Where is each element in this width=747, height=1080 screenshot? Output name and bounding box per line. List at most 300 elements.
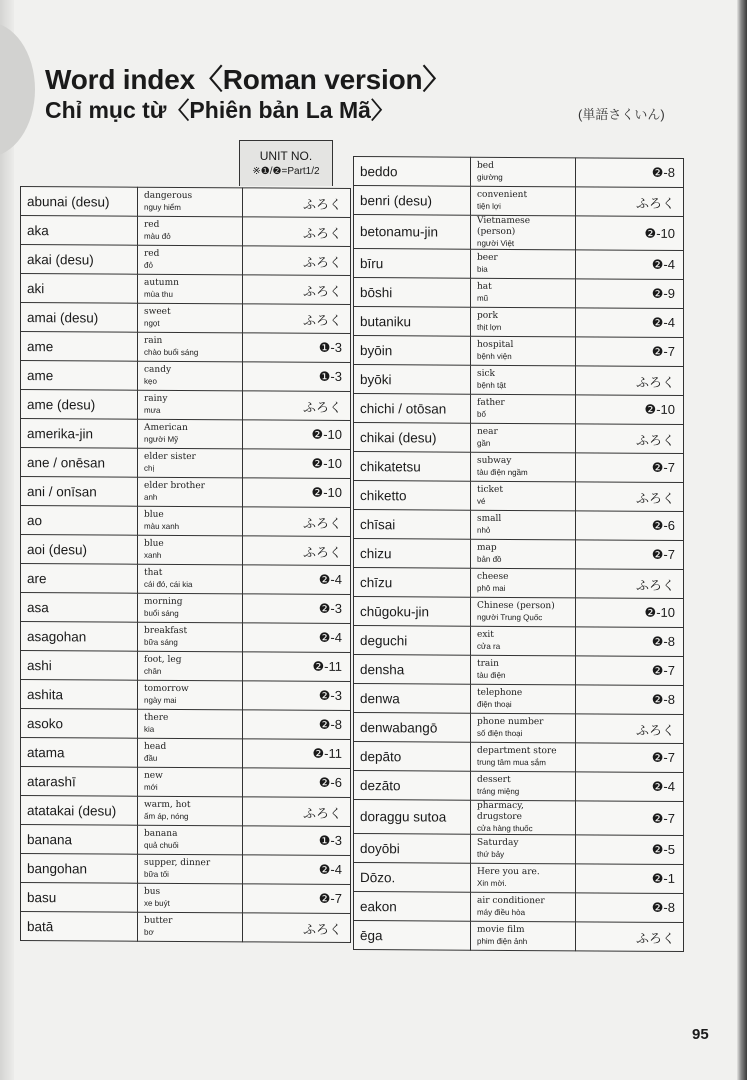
english-meaning: candy [144, 364, 172, 375]
unit-number: ❷-10 [576, 216, 684, 251]
romaji-term: bōshi [354, 278, 471, 308]
english-meaning: phone number [477, 716, 544, 728]
english-meaning: pharmacy, drugstore [477, 800, 524, 823]
romaji-term: byōki [354, 365, 471, 395]
vietnamese-meaning: người Việt [477, 238, 515, 248]
english-meaning: train [477, 658, 499, 669]
word-row [21, 912, 351, 943]
romaji-term: doyōbi [354, 834, 471, 864]
vietnamese-meaning: bơ [144, 927, 154, 937]
word-row [21, 680, 351, 711]
english-meaning: sick [477, 368, 495, 379]
meaning-cell [471, 452, 576, 482]
word-row [354, 892, 684, 923]
meaning-cell [138, 390, 243, 420]
unit-number: ❷-9 [576, 279, 684, 309]
word-row [21, 535, 351, 566]
meaning-cell [138, 361, 243, 391]
unit-number: ❷-7 [576, 743, 684, 773]
unit-number: ❷-8 [576, 685, 684, 715]
word-row [354, 742, 684, 773]
meaning-cell [138, 187, 243, 217]
unit-number: ❷-8 [243, 710, 351, 740]
english-meaning: small [477, 513, 502, 524]
meaning-cell [471, 597, 576, 627]
word-row [354, 655, 684, 686]
word-row [354, 452, 684, 483]
word-row [354, 278, 684, 309]
unit-number: ふろく [243, 217, 351, 247]
unit-header-note: ※❶/❷=Part1/2 [252, 166, 320, 177]
english-meaning: supper, dinner [144, 857, 211, 869]
unit-number: ❷-1 [576, 864, 684, 894]
romaji-term: denwabangō [354, 713, 471, 743]
vietnamese-meaning: điện thoại [477, 699, 512, 709]
romaji-term: chichi / otōsan [354, 394, 471, 424]
page-right-edge [737, 0, 747, 1080]
english-meaning: warm, hot [144, 799, 191, 811]
vietnamese-meaning: mùa thu [144, 289, 173, 299]
vietnamese-meaning: đầu [144, 753, 158, 763]
romaji-term: atama [21, 738, 138, 768]
unit-number: ❷-10 [243, 420, 351, 450]
romaji-term: deguchi [354, 626, 471, 656]
meaning-cell [471, 481, 576, 511]
unit-number: ふろく [576, 922, 684, 952]
unit-number: ふろく [243, 246, 351, 276]
english-meaning: exit [477, 629, 494, 640]
romaji-term: aka [21, 216, 138, 246]
romaji-term: betonamu-jin [354, 215, 471, 250]
unit-number: ❶-3 [243, 362, 351, 392]
meaning-cell [471, 863, 576, 893]
word-row [21, 448, 351, 479]
unit-number: ❷-6 [576, 511, 684, 541]
vietnamese-meaning: tàu điện [477, 670, 506, 680]
english-meaning: pork [477, 310, 498, 321]
word-row [21, 477, 351, 508]
word-row [354, 539, 684, 570]
meaning-cell [471, 539, 576, 569]
word-row [21, 854, 351, 885]
word-row [21, 651, 351, 682]
word-row [354, 510, 684, 541]
english-meaning: telephone [477, 687, 523, 699]
romaji-term: asagohan [21, 622, 138, 652]
english-meaning: near [477, 426, 498, 437]
meaning-cell [471, 423, 576, 453]
vietnamese-meaning: ngày mai [144, 695, 177, 705]
vietnamese-meaning: mưa [144, 405, 161, 415]
unit-number: ❷-5 [576, 835, 684, 865]
unit-number: ❷-4 [576, 250, 684, 280]
unit-number: ❶-3 [243, 826, 351, 856]
unit-number: ❷-4 [576, 308, 684, 338]
english-meaning: Chinese (person) [477, 600, 555, 612]
meaning-cell [138, 709, 243, 739]
word-row [354, 597, 684, 628]
meaning-cell [471, 394, 576, 424]
english-meaning: father [477, 397, 505, 408]
english-meaning: that [144, 567, 163, 578]
romaji-term: ame [21, 361, 138, 391]
meaning-cell [471, 892, 576, 922]
vietnamese-meaning: chân [144, 666, 162, 676]
vietnamese-meaning: nguy hiểm [144, 202, 181, 212]
unit-number: ふろく [243, 275, 351, 305]
vietnamese-meaning: mũ [477, 293, 489, 303]
romaji-term: are [21, 564, 138, 594]
vietnamese-meaning: gần [477, 438, 491, 448]
meaning-cell [471, 713, 576, 743]
english-meaning: blue [144, 509, 164, 520]
meaning-cell [471, 655, 576, 685]
word-row [354, 834, 684, 865]
english-meaning: American [144, 422, 188, 434]
vietnamese-meaning: kẹo [144, 376, 157, 386]
word-row [21, 303, 351, 334]
english-meaning: elder sister [144, 451, 196, 463]
meaning-cell [138, 506, 243, 536]
romaji-term: atatakai (desu) [21, 796, 138, 826]
meaning-cell [471, 684, 576, 714]
vietnamese-meaning: tàu điện ngầm [477, 467, 528, 478]
meaning-cell [138, 883, 243, 913]
page-number: 95 [692, 1026, 709, 1043]
meaning-cell [471, 307, 576, 337]
meaning-cell [138, 593, 243, 623]
vietnamese-meaning: quả chuối [144, 840, 179, 850]
meaning-cell [471, 186, 576, 216]
english-meaning: hospital [477, 339, 514, 350]
word-row [21, 796, 351, 827]
meaning-cell [471, 249, 576, 279]
english-meaning: beer [477, 252, 498, 263]
meaning-cell [471, 568, 576, 598]
english-meaning: convenient [477, 189, 528, 201]
word-row [354, 713, 684, 744]
vietnamese-meaning: thứ bảy [477, 849, 505, 859]
word-row [21, 564, 351, 595]
word-row [21, 419, 351, 450]
word-row [21, 506, 351, 537]
word-row [354, 249, 684, 280]
word-table-left [20, 186, 351, 943]
meaning-cell [138, 477, 243, 507]
unit-number: ふろく [576, 714, 684, 744]
word-row [354, 186, 684, 217]
word-row [354, 307, 684, 338]
vietnamese-meaning: cửa ra [477, 641, 501, 651]
unit-number: ❷-7 [576, 801, 684, 836]
word-row [21, 390, 351, 421]
vietnamese-meaning: mới [144, 782, 158, 792]
english-meaning: autumn [144, 277, 179, 288]
vietnamese-meaning: cửa hàng thuốc [477, 823, 533, 834]
word-row [21, 245, 351, 276]
romaji-term: ame (desu) [21, 390, 138, 420]
english-meaning: breakfast [144, 625, 188, 637]
unit-number: ❷-4 [243, 623, 351, 653]
word-row [354, 423, 684, 454]
vietnamese-meaning: màu xanh [144, 521, 180, 531]
english-meaning: butter [144, 915, 173, 926]
title-japanese: (単語さくいん) [578, 107, 665, 122]
english-meaning: there [144, 712, 169, 723]
romaji-term: akai (desu) [21, 245, 138, 275]
romaji-term: chizu [354, 539, 471, 569]
unit-number: ❷-8 [576, 627, 684, 657]
unit-number: ふろく [243, 507, 351, 537]
english-meaning: Vietnamese (person) [477, 215, 531, 237]
meaning-cell [138, 912, 243, 942]
word-row [21, 332, 351, 363]
english-meaning: bed [477, 160, 494, 171]
romaji-term: chiketto [354, 481, 471, 511]
meaning-cell [138, 796, 243, 826]
english-meaning: ticket [477, 484, 503, 495]
unit-number: ふろく [243, 536, 351, 566]
meaning-cell [138, 245, 243, 275]
word-row [354, 365, 684, 396]
english-meaning: red [144, 248, 160, 259]
english-meaning: Saturday [477, 837, 519, 849]
vietnamese-meaning: bệnh viện [477, 351, 512, 361]
english-meaning: bus [144, 886, 161, 897]
vietnamese-meaning: đỏ [144, 260, 153, 270]
unit-number: ❷-11 [243, 739, 351, 769]
unit-number: ❷-7 [576, 540, 684, 570]
romaji-term: benri (desu) [354, 186, 471, 216]
page-left-edge [0, 0, 14, 1080]
unit-number-header [239, 140, 333, 186]
romaji-term: doraggu sutoa [354, 800, 471, 835]
word-row [354, 800, 684, 836]
word-row [21, 593, 351, 624]
romaji-term: eakon [354, 892, 471, 922]
unit-number: ❶-3 [243, 333, 351, 363]
romaji-term: ashi [21, 651, 138, 681]
unit-number: ❷-7 [243, 884, 351, 914]
unit-number: ❷-11 [243, 652, 351, 682]
unit-number: ❷-6 [243, 768, 351, 798]
title-english: Word index〈Roman version〉 [45, 64, 451, 95]
vietnamese-meaning: người Trung Quốc [477, 612, 543, 623]
unit-number: ❷-3 [243, 594, 351, 624]
vietnamese-meaning: màu đỏ [144, 231, 171, 241]
meaning-cell [138, 274, 243, 304]
romaji-term: ame [21, 332, 138, 362]
unit-number: ❷-10 [576, 598, 684, 628]
vietnamese-meaning: bữa sáng [144, 637, 178, 647]
romaji-term: chīzu [354, 568, 471, 598]
unit-number: ❷-4 [243, 855, 351, 885]
vietnamese-meaning: người Mỹ [144, 434, 179, 444]
meaning-cell [471, 921, 576, 951]
unit-number: ふろく [576, 366, 684, 396]
romaji-term: bīru [354, 249, 471, 279]
romaji-term: asa [21, 593, 138, 623]
unit-number: ふろく [576, 424, 684, 454]
vietnamese-meaning: Xin mời. [477, 878, 507, 888]
romaji-term: chīsai [354, 510, 471, 540]
word-row [21, 216, 351, 247]
english-meaning: air conditioner [477, 895, 545, 907]
meaning-cell [138, 448, 243, 478]
vietnamese-meaning: bản đồ [477, 554, 502, 564]
vietnamese-meaning: tiện lợi [477, 201, 501, 211]
unit-number: ❷-4 [576, 772, 684, 802]
word-row [354, 771, 684, 802]
english-meaning: hat [477, 281, 492, 292]
unit-number: ❷-7 [576, 656, 684, 686]
romaji-term: Dōzo. [354, 863, 471, 893]
meaning-cell [471, 365, 576, 395]
word-row [21, 825, 351, 856]
word-row [354, 215, 684, 251]
romaji-term: ani / onīsan [21, 477, 138, 507]
romaji-term: abunai (desu) [21, 187, 138, 217]
word-row [354, 336, 684, 367]
unit-number: ❷-10 [576, 395, 684, 425]
word-row [354, 626, 684, 657]
romaji-term: ashita [21, 680, 138, 710]
vietnamese-meaning: thịt lợn [477, 322, 502, 332]
meaning-cell [138, 767, 243, 797]
english-meaning: subway [477, 455, 512, 466]
romaji-term: byōin [354, 336, 471, 366]
english-meaning: new [144, 770, 163, 781]
romaji-term: densha [354, 655, 471, 685]
romaji-term: atarashī [21, 767, 138, 797]
romaji-term: aki [21, 274, 138, 304]
vietnamese-meaning: giường [477, 172, 503, 182]
vietnamese-meaning: ấm áp, nóng [144, 811, 189, 822]
romaji-term: bangohan [21, 854, 138, 884]
meaning-cell [138, 216, 243, 246]
romaji-term: butaniku [354, 307, 471, 337]
vietnamese-meaning: anh [144, 492, 158, 502]
unit-number: ふろく [243, 304, 351, 334]
english-meaning: dangerous [144, 190, 193, 202]
meaning-cell [471, 278, 576, 308]
unit-number: ❷-3 [243, 681, 351, 711]
unit-number: ふろく [243, 188, 351, 218]
meaning-cell [138, 332, 243, 362]
vietnamese-meaning: buổi sáng [144, 608, 179, 618]
english-meaning: dessert [477, 774, 511, 785]
meaning-cell [471, 742, 576, 772]
romaji-term: chikai (desu) [354, 423, 471, 453]
vietnamese-meaning: bia [477, 264, 488, 274]
vietnamese-meaning: số điện thoại [477, 728, 523, 739]
english-meaning: tomorrow [144, 683, 189, 695]
vietnamese-meaning: chào buổi sáng [144, 347, 199, 358]
unit-header-label: UNIT NO. [259, 149, 313, 163]
unit-number: ❷-10 [243, 449, 351, 479]
meaning-cell [138, 622, 243, 652]
english-meaning: cheese [477, 571, 509, 582]
unit-number: ❷-8 [576, 893, 684, 923]
romaji-term: batā [21, 912, 138, 942]
meaning-cell [138, 564, 243, 594]
romaji-term: ao [21, 506, 138, 536]
romaji-term: chūgoku-jin [354, 597, 471, 627]
meaning-cell [138, 854, 243, 884]
word-row [21, 361, 351, 392]
english-meaning: rainy [144, 393, 168, 404]
unit-number: ふろく [243, 913, 351, 943]
vietnamese-meaning: xe buýt [144, 898, 170, 908]
romaji-term: depāto [354, 742, 471, 772]
vietnamese-meaning: kia [144, 724, 155, 734]
vietnamese-meaning: vé [477, 496, 486, 506]
meaning-cell [138, 535, 243, 565]
unit-number: ふろく [243, 797, 351, 827]
english-meaning: department store [477, 745, 557, 757]
english-meaning: elder brother [144, 480, 205, 492]
meaning-cell [138, 825, 243, 855]
meaning-cell [471, 834, 576, 864]
title-vietnamese: Chỉ mục từ〈Phiên bản La Mã〉 [45, 97, 394, 123]
vietnamese-meaning: máy điều hòa [477, 907, 526, 918]
romaji-term: beddo [354, 157, 471, 187]
romaji-term: chikatetsu [354, 452, 471, 482]
meaning-cell [471, 215, 576, 250]
word-row [21, 738, 351, 769]
romaji-term: denwa [354, 684, 471, 714]
english-meaning: blue [144, 538, 164, 549]
romaji-term: asoko [21, 709, 138, 739]
word-row [354, 157, 684, 188]
vietnamese-meaning: bố [477, 409, 486, 419]
meaning-cell [471, 626, 576, 656]
word-row [354, 481, 684, 512]
vietnamese-meaning: tráng miệng [477, 786, 520, 797]
meaning-cell [138, 680, 243, 710]
vietnamese-meaning: phô mai [477, 583, 506, 593]
word-table-right [353, 156, 684, 952]
vietnamese-meaning: phim điện ảnh [477, 936, 528, 947]
word-row [354, 863, 684, 894]
unit-number: ふろく [576, 187, 684, 217]
english-meaning: sweet [144, 306, 171, 317]
vietnamese-meaning: nhỏ [477, 525, 491, 535]
english-meaning: Here you are. [477, 866, 540, 878]
romaji-term: ane / onēsan [21, 448, 138, 478]
meaning-cell [471, 800, 576, 835]
decorative-circle [0, 22, 35, 157]
english-meaning: rain [144, 335, 163, 346]
word-row [21, 187, 351, 218]
english-meaning: map [477, 542, 497, 553]
unit-number: ふろく [576, 482, 684, 512]
word-row [21, 767, 351, 798]
vietnamese-meaning: bệnh tật [477, 380, 506, 390]
english-meaning: foot, leg [144, 654, 182, 665]
word-row [354, 568, 684, 599]
vietnamese-meaning: cái đó, cái kia [144, 579, 193, 590]
romaji-term: basu [21, 883, 138, 913]
romaji-term: dezāto [354, 771, 471, 801]
unit-number: ❷-7 [576, 453, 684, 483]
word-row [21, 883, 351, 914]
meaning-cell [138, 419, 243, 449]
vietnamese-meaning: ngọt [144, 318, 160, 328]
word-row [354, 394, 684, 425]
word-row [21, 622, 351, 653]
english-meaning: movie film [477, 924, 525, 936]
